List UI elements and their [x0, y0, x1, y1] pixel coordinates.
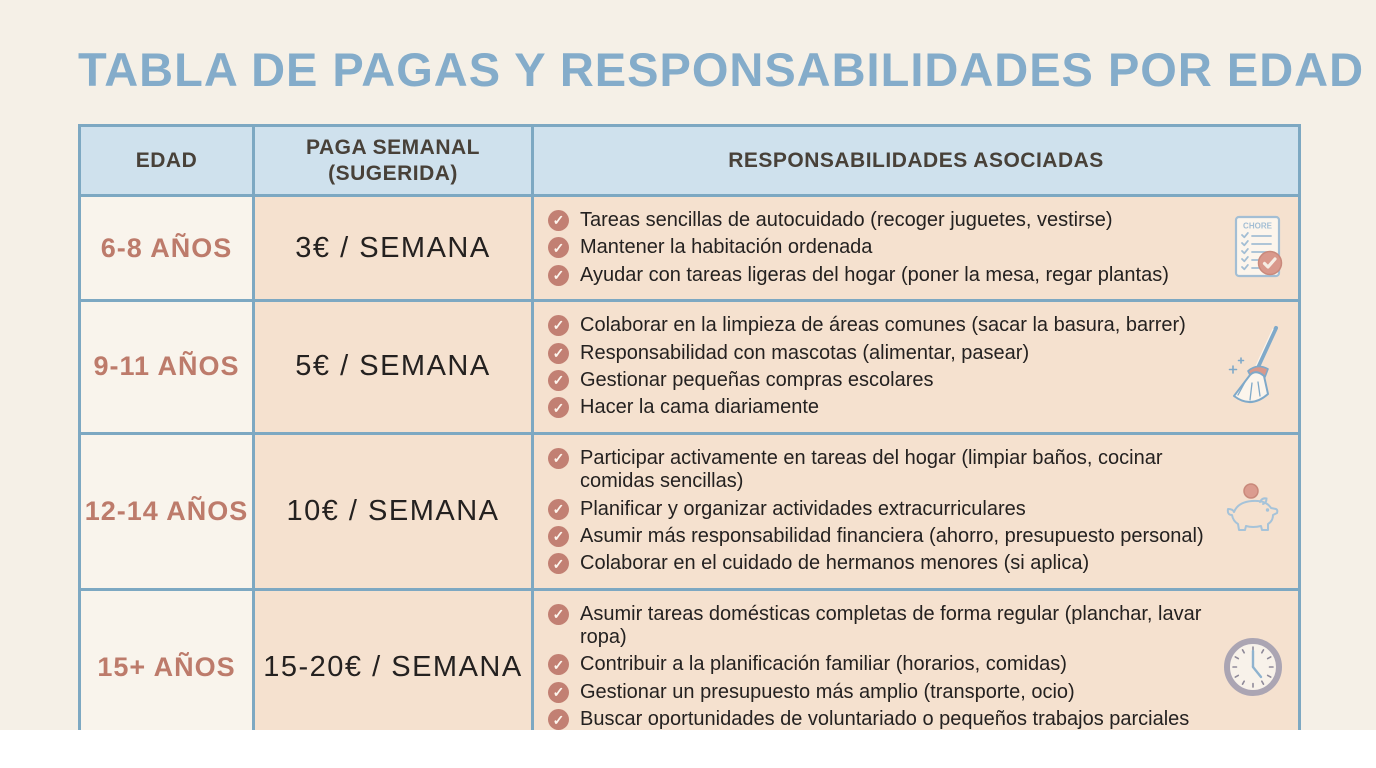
responsibility-item [548, 264, 1212, 287]
responsibility-list [548, 447, 1212, 576]
responsibility-text: Colaborar en el cuidado de hermanos menores (si aplica) [580, 552, 1090, 575]
responsibility-item [548, 681, 1212, 704]
responsibility-text: Mantener la habitación ordenada [580, 236, 873, 259]
responsibility-item [548, 369, 1212, 392]
responsibility-text: Asumir más responsabilidad financiera (ahorro, presupuesto personal) [580, 524, 1204, 547]
responsibility-list [548, 314, 1212, 420]
age-cell: 6-8 AÑOS [80, 196, 254, 301]
allowance-cell: 5€ / SEMANA [254, 301, 533, 434]
check-icon: ✓ [548, 343, 569, 364]
responsibilities-cell [533, 301, 1300, 434]
responsibility-text: Ayudar con tareas ligeras del hogar (poner la mesa, regar plantas) [580, 263, 1169, 286]
check-icon: ✓ [548, 237, 569, 258]
responsibility-item [548, 209, 1212, 232]
header-row [80, 126, 1300, 196]
responsibilities-cell [533, 589, 1300, 745]
allowance-cell: 3€ / SEMANA [254, 196, 533, 301]
responsibility-text: Gestionar un presupuesto más amplio (transporte, ocio) [580, 680, 1075, 703]
responsibility-item [548, 447, 1212, 494]
responsibility-text: Contribuir a la planificación familiar (horarios, comidas) [580, 653, 1067, 676]
check-icon: ✓ [548, 499, 569, 520]
responsibility-text: Responsabilidad con mascotas (alimentar, pasear) [580, 341, 1030, 364]
responsibility-text: Colaborar en la limpieza de áreas comunes (sacar la basura, barrer) [580, 314, 1186, 337]
responsibility-text: Hacer la cama diariamente [580, 396, 819, 419]
check-icon: ✓ [548, 397, 569, 418]
check-icon: ✓ [548, 553, 569, 574]
responsibility-item [548, 236, 1212, 259]
bottom-strip [0, 730, 1376, 768]
column-header-responsabilidades: RESPONSABILIDADES ASOCIADAS [533, 126, 1300, 196]
allowance-table-wrapper [78, 124, 1298, 747]
clock-icon [1220, 634, 1286, 700]
page-title: TABLA DE PAGAS Y RESPONSABILIDADES POR EDAD [78, 43, 1365, 96]
responsibility-item [548, 552, 1212, 575]
check-icon: ✓ [548, 654, 569, 675]
column-header-edad: EDAD [80, 126, 254, 196]
responsibility-text: Participar activamente en tareas del hogar (limpiar baños, cocinar comidas sencillas) [580, 446, 1163, 493]
allowance-cell: 15-20€ / SEMANA [254, 589, 533, 745]
column-header-paga-semanal: PAGA SEMANAL (SUGERIDA) [254, 126, 533, 196]
responsibility-list [548, 209, 1212, 287]
responsibility-text: Tareas sencillas de autocuidado (recoger juguetes, vestirse) [580, 209, 1113, 231]
responsibilities-cell [533, 196, 1300, 301]
responsibility-text: Asumir tareas domésticas completas de forma regular (planchar, lavar ropa) [580, 602, 1202, 649]
check-icon: ✓ [548, 265, 569, 286]
allowance-cell: 10€ / SEMANA [254, 433, 533, 589]
age-cell: 15+ AÑOS [80, 589, 254, 745]
responsibility-item [548, 603, 1212, 650]
check-icon: ✓ [548, 709, 569, 730]
chore-icon-label: CHORE [1243, 221, 1272, 231]
chore-checklist-icon [1232, 215, 1286, 281]
check-icon: ✓ [548, 315, 569, 336]
age-cell: 9-11 AÑOS [80, 301, 254, 434]
check-icon: ✓ [548, 682, 569, 703]
responsibilities-cell [533, 433, 1300, 589]
check-icon: ✓ [548, 210, 569, 231]
check-icon: ✓ [548, 526, 569, 547]
responsibility-item [548, 525, 1212, 548]
responsibility-list [548, 603, 1212, 732]
responsibility-text: Planificar y organizar actividades extracurriculares [580, 497, 1026, 520]
check-icon: ✓ [548, 370, 569, 391]
table-row [80, 301, 1300, 434]
table-row [80, 433, 1300, 589]
table-row [80, 196, 1300, 301]
check-icon: ✓ [548, 604, 569, 625]
table-row [80, 589, 1300, 745]
responsibility-text: Buscar oportunidades de voluntariado o pequeños trabajos parciales [580, 708, 1190, 731]
broom-icon [1224, 324, 1286, 410]
responsibility-item [548, 314, 1212, 337]
piggy-bank-icon [1220, 482, 1286, 540]
responsibility-item [548, 498, 1212, 521]
age-cell: 12-14 AÑOS [80, 433, 254, 589]
responsibility-item [548, 708, 1212, 731]
responsibility-text: Gestionar pequeñas compras escolares [580, 368, 934, 391]
responsibility-item [548, 342, 1212, 365]
responsibility-item [548, 653, 1212, 676]
responsibility-item [548, 396, 1212, 419]
allowance-table [78, 124, 1301, 747]
check-icon: ✓ [548, 448, 569, 469]
